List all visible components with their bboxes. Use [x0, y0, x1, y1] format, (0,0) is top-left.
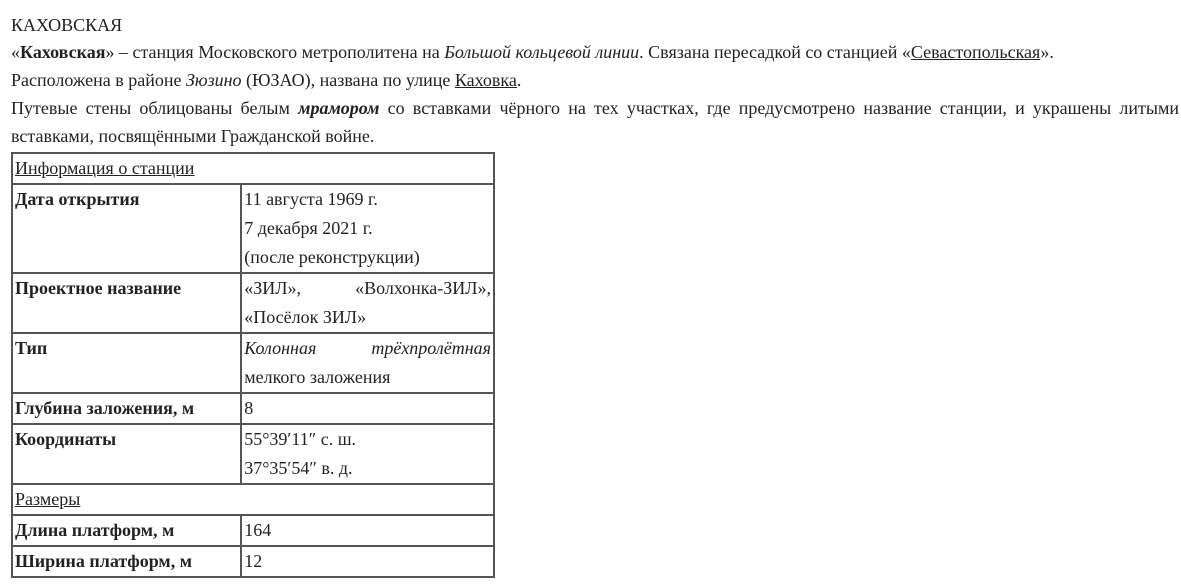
row-value-opening: [241, 184, 494, 273]
street-link[interactable]: Каховка: [454, 70, 517, 90]
table-row: [12, 546, 494, 577]
table-row: [12, 273, 494, 333]
table-row: [12, 333, 494, 393]
section-header-info: [12, 153, 494, 184]
table-row: [12, 184, 494, 273]
table-row: [12, 153, 494, 184]
project-name-2: «Волхонка-ЗИЛ»,: [355, 278, 491, 298]
table-row: [12, 484, 494, 515]
section-header-sizes: [12, 484, 494, 515]
transfer-station-link[interactable]: Севастопольская: [910, 42, 1041, 62]
material-name: мрамором: [298, 98, 380, 118]
row-label-project-name: Проектное название: [12, 273, 241, 333]
section-sizes-link[interactable]: Размеры: [15, 489, 81, 509]
row-value-platform-width: 12: [241, 546, 494, 577]
type-line-2: мелкого заложения: [244, 367, 391, 387]
intro-text-1: » – станция Московского метрополитена на: [105, 42, 445, 62]
intro-text-5: (ЮЗАО), названа по улице: [241, 70, 455, 90]
project-name-3: «Посёлок ЗИЛ»: [244, 307, 367, 327]
table-row: [12, 424, 494, 484]
station-info-table: [11, 152, 495, 578]
row-label-opening: Дата открытия: [12, 184, 241, 273]
table-row: [12, 393, 494, 424]
opening-date-2: 7 декабря 2021 г.: [244, 218, 373, 238]
row-value-platform-length: 164: [241, 515, 494, 546]
intro-text-6: .: [516, 70, 522, 90]
intro-text-4: Расположена в районе: [11, 70, 186, 90]
row-value-project-name: [241, 273, 494, 333]
intro-text-2: . Связана пересадкой со станцией «: [639, 42, 911, 62]
type-word-1: Колонная: [244, 338, 317, 358]
row-label-platform-length: Длина платформ, м: [12, 515, 241, 546]
line-name: Большой кольцевой линии: [444, 42, 640, 62]
section-info-link[interactable]: Информация о станции: [15, 158, 195, 178]
opening-date-1: 11 августа 1969 г.: [244, 189, 378, 209]
row-label-platform-width: Ширина платформ, м: [12, 546, 241, 577]
district-name: Зюзино: [185, 70, 242, 90]
intro-paragraph: [11, 38, 1179, 94]
row-label-depth: Глубина заложения, м: [12, 393, 241, 424]
open-quote: «: [11, 42, 20, 62]
type-word-2: трёхпролётная: [371, 338, 491, 358]
row-value-coordinates: [241, 424, 494, 484]
page-title: КАХОВСКАЯ: [11, 15, 123, 35]
longitude: 37°35′54″ в. д.: [244, 458, 353, 478]
table-row: [12, 515, 494, 546]
row-label-type: Тип: [12, 333, 241, 393]
row-value-depth: 8: [241, 393, 494, 424]
decor-text-2: со вставками чёрного на тех участках, где предусмотрено название станции, и украшены литыми вставками, посвящёнными Гражданской войне.: [11, 98, 1179, 146]
decor-text-1: Путевые стены облицованы белым: [11, 98, 299, 118]
intro-text-3: ».: [1040, 42, 1054, 62]
decor-paragraph: [11, 94, 1179, 150]
latitude: 55°39′11″ с. ш.: [244, 429, 357, 449]
opening-note: (после реконструкции): [244, 247, 420, 267]
station-name: Каховская: [20, 42, 106, 62]
row-value-type: [241, 333, 494, 393]
project-name-1: «ЗИЛ»,: [244, 278, 301, 298]
row-label-coordinates: Координаты: [12, 424, 241, 484]
